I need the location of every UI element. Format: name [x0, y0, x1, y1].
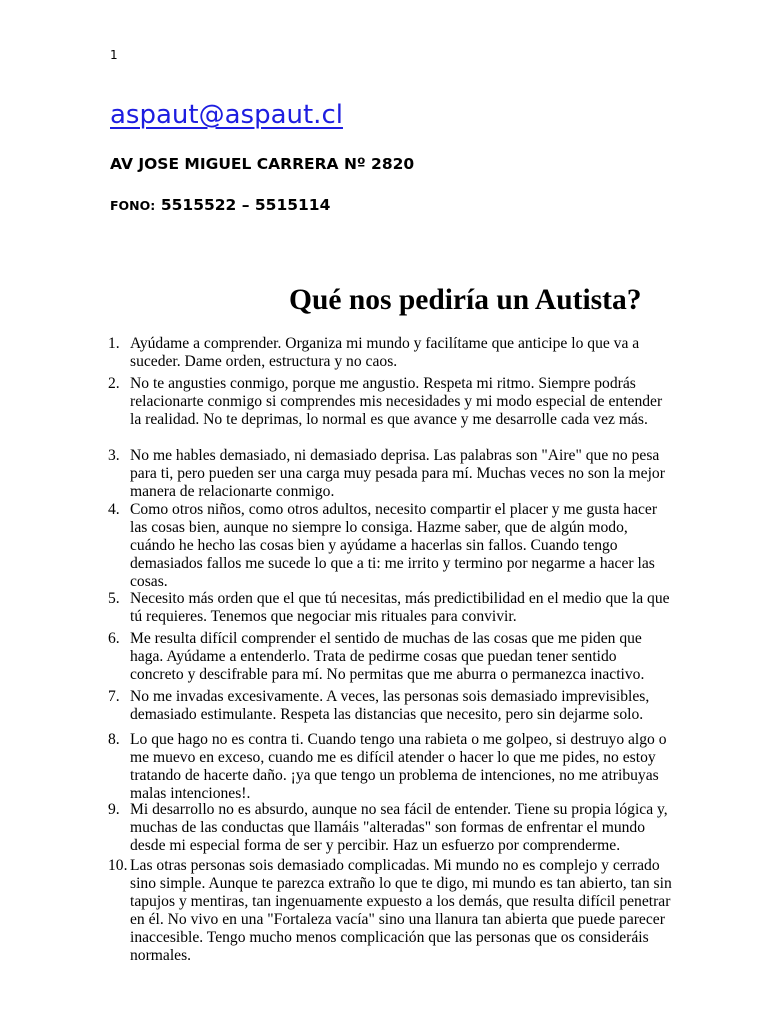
- list-item-number: 10.: [108, 857, 128, 874]
- list-item-7: [108, 688, 673, 724]
- phone-line: [110, 193, 330, 218]
- phone-label: FONO:: [110, 198, 156, 213]
- list-item-10: [108, 857, 673, 965]
- list-item-4: [108, 501, 673, 591]
- list-item-text: No te angusties conmigo, porque me angustio. Respeta mi ritmo. Siempre podrás relacionarte conmigo si comprendes mis necesidades y mi modo especial de entender la realidad. No te deprimas, lo normal es que avance y me desarrolle cada vez más.: [130, 375, 663, 428]
- list-item-text: Las otras personas sois demasiado complicadas. Mi mundo no es complejo y cerrado sino simple. Aunque te parezca extraño lo que te digo, mi mundo es tan abierto, tan sin tapujos y mentiras, tan ingenuamente expuesto a los demás, que resulta difícil penetrar en él. No vivo en una "Fortaleza vacía" sino una llanura tan abierta que puede parecer inaccesible. Tengo mucho menos complicación que las personas que os consideráis normales.: [130, 857, 672, 964]
- phone-value: 5515522 – 5515114: [160, 196, 331, 214]
- list-item-text: Mi desarrollo no es absurdo, aunque no sea fácil de entender. Tiene su propia lógica y, muchas de las conductas que llamáis "alteradas" son formas de enfrentar el mundo desde mi especial forma de ser y percibir. Haz un esfuerzo por comprenderme.: [130, 801, 668, 854]
- address-line: AV JOSE MIGUEL CARRERA Nº 2820: [110, 155, 415, 173]
- list-item-3: [108, 447, 673, 501]
- list-item-number: 4.: [108, 501, 120, 518]
- list-item-number: 1.: [108, 335, 120, 352]
- list-item-text: Ayúdame a comprender. Organiza mi mundo y facilítame que anticipe lo que va a suceder. Dame orden, estructura y no caos.: [130, 335, 640, 370]
- list-item-text: Necesito más orden que el que tú necesitas, más predictibilidad en el medio que la que tú requieres. Tenemos que negociar mis rituales para convivir.: [130, 590, 670, 625]
- list-item-text: Lo que hago no es contra ti. Cuando tengo una rabieta o me golpeo, si destruyo algo o me muevo en exceso, cuando me es difícil atender o hacer lo que me pides, no estoy tratando de hacerte daño. ¡ya que tengo un problema de intenciones, no me atribuyas malas intenciones!.: [130, 731, 667, 802]
- document-title: Qué nos pediría un Autista?: [289, 284, 642, 316]
- list-item-number: 7.: [108, 688, 120, 705]
- email-link[interactable]: aspaut@aspaut.cl: [110, 100, 343, 130]
- list-item-text: No me invadas excesivamente. A veces, las personas sois demasiado imprevisibles, demasiado estimulante. Respeta las distancias que necesito, pero sin dejarme solo.: [130, 688, 650, 723]
- list-item-8: [108, 731, 673, 803]
- list-item-number: 3.: [108, 447, 120, 464]
- list-item-1: [108, 335, 673, 371]
- list-item-number: 8.: [108, 731, 120, 748]
- list-item-number: 2.: [108, 375, 120, 392]
- list-item-2: [108, 375, 673, 429]
- list-item-5: [108, 590, 673, 626]
- list-item-number: 6.: [108, 630, 120, 647]
- list-item-9: [108, 801, 673, 855]
- list-item-number: 5.: [108, 590, 120, 607]
- list-item-text: Como otros niños, como otros adultos, necesito compartir el placer y me gusta hacer las cosas bien, aunque no siempre lo consiga. Hazme saber, que de algún modo, cuándo he hecho las cosas bien y ayúdame a hacerlas sin fallos. Cuando tengo demasiados fallos me sucede lo que a ti: me irrito y termino por negarme a hacer las cosas.: [130, 501, 658, 590]
- list-item-text: No me hables demasiado, ni demasiado deprisa. Las palabras son "Aire" que no pesa para ti, pero pueden ser una carga muy pesada para mí. Muchas veces no son la mejor manera de relacionarte conmigo.: [130, 447, 665, 500]
- list-item-text: Me resulta difícil comprender el sentido de muchas de las cosas que me piden que haga. Ayúdame a entenderlo. Trata de pedirme cosas que puedan tener sentido concreto y descifrable para mí. No permitas que me aburra o permanezca inactivo.: [130, 630, 645, 683]
- page-number: 1: [110, 48, 118, 62]
- list-item-number: 9.: [108, 801, 120, 818]
- list-item-6: [108, 630, 673, 684]
